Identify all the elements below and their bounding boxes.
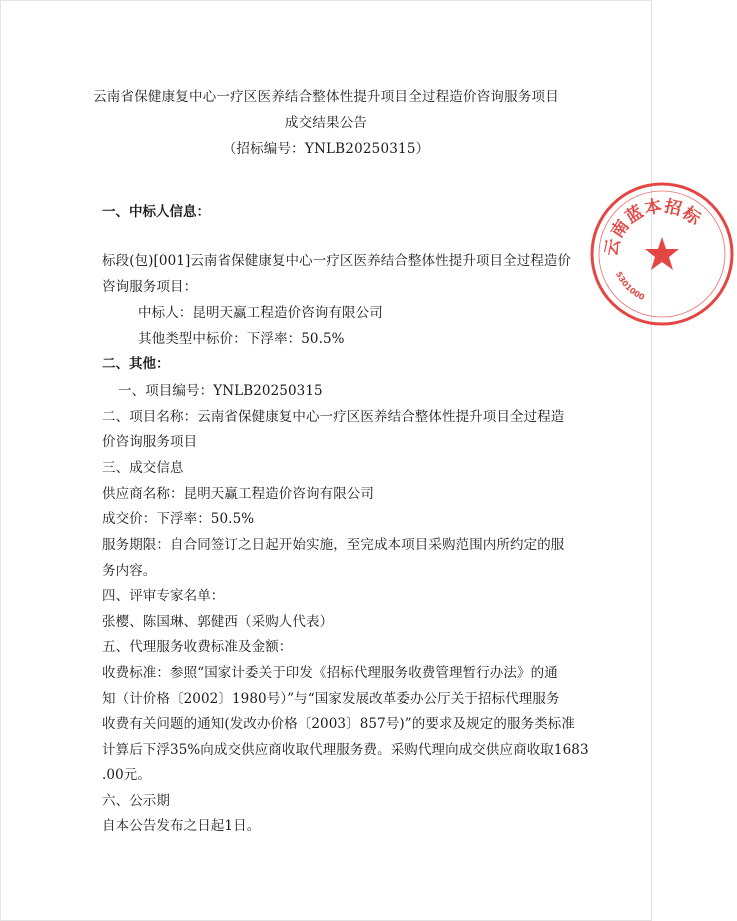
lot-line2: 咨询服务项目： <box>102 279 198 295</box>
doc-title-line2: 成交结果公告 <box>284 115 368 131</box>
project-code-line: 一、项目编号：YNLB20250315 <box>118 383 323 399</box>
project-name-line2: 价咨询服务项目 <box>102 434 198 450</box>
fee-line3: 收费有关问题的通知(发改办价格〔2003〕857号)”的要求及规定的服务类标准 <box>102 716 575 732</box>
section1-heading: 一、中标人信息： <box>102 204 210 220</box>
doc-title-line1: 云南省保健康复中心一疗区医养结合整体性提升项目全过程造价咨询服务项目 <box>93 89 559 105</box>
fee-line5: .00元。 <box>102 767 151 783</box>
notice-period-line: 自本公告发布之日起1日。 <box>102 818 261 834</box>
supplier-line: 供应商名称：昆明天赢工程造价咨询有限公司 <box>102 486 374 502</box>
tender-code: （招标编号：YNLB20250315） <box>222 141 430 157</box>
svg-text:5301000: 5301000 <box>614 270 646 303</box>
experts-heading: 四、评审专家名单： <box>102 588 225 604</box>
notice-period-heading: 六、公示期 <box>102 793 170 809</box>
service-period-line1: 服务期限：自合同签订之日起开始实施，至完成本项目采购范围内所约定的服 <box>102 537 565 553</box>
section2-heading: 二、其他： <box>102 356 170 372</box>
company-seal-icon <box>587 179 737 329</box>
fee-heading: 五、代理服务收费标准及金额： <box>102 639 293 655</box>
fee-line1: 收费标准：参照“国家计委关于印发《招标代理服务收费管理暂行办法》的通 <box>102 665 558 681</box>
service-period-line2: 务内容。 <box>102 563 157 579</box>
fee-line2: 知（计价格〔2002〕1980号）”与“国家发展改革委办公厅关于招标代理服务 <box>102 691 560 707</box>
winner-price-line: 其他类型中标价：下浮率：50.5% <box>138 331 345 347</box>
svg-text:云南蓝本招标: 云南蓝本招标 <box>601 196 705 258</box>
experts-list: 张樱、陈国琳、郭健西（采购人代表） <box>102 614 334 630</box>
lot-line1: 标段(包)[001]云南省保健康复中心一疗区医养结合整体性提升项目全过程造价 <box>102 253 572 269</box>
deal-price-line: 成交价：下浮率：50.5% <box>102 511 255 527</box>
fee-line4: 计算后下浮35%向成交供应商收取代理服务费。采购代理向成交供应商收取1683 <box>102 742 589 758</box>
deal-info-heading: 三、成交信息 <box>102 460 184 476</box>
winner-line: 中标人：昆明天赢工程造价咨询有限公司 <box>138 305 383 321</box>
project-name-line1: 二、项目名称：云南省保健康复中心一疗区医养结合整体性提升项目全过程造 <box>102 409 565 425</box>
